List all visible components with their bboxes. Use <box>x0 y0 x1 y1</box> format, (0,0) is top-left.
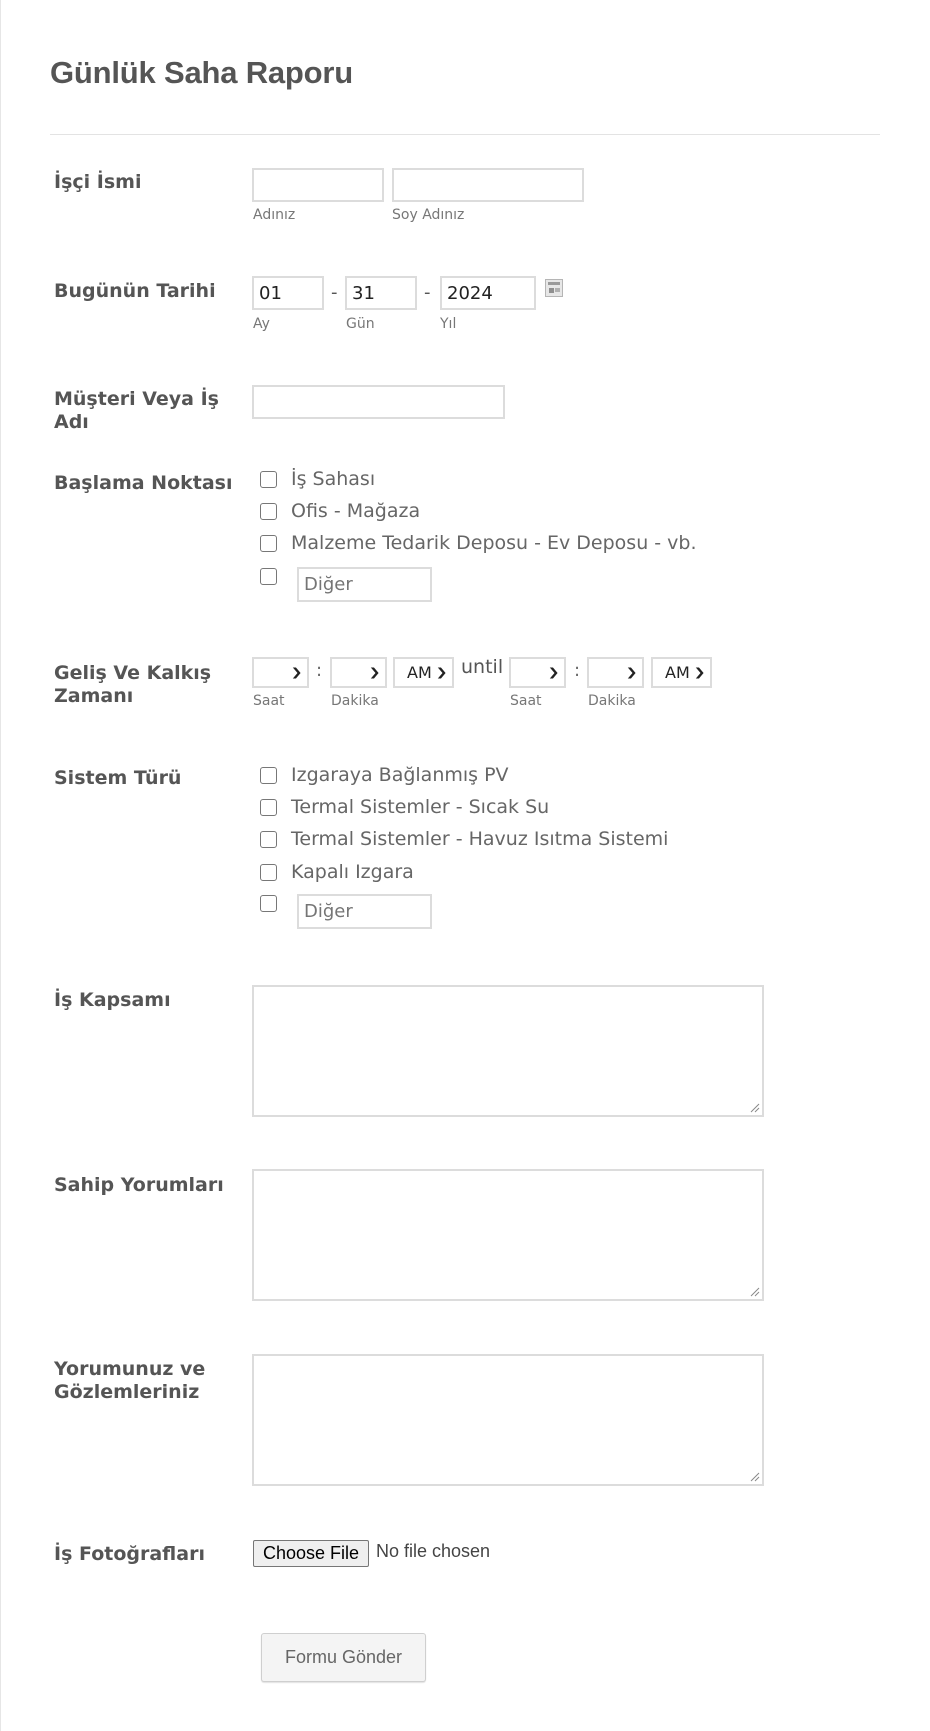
date-separator: - <box>331 282 338 303</box>
scope-textarea[interactable] <box>252 985 764 1117</box>
checkbox[interactable] <box>260 767 277 784</box>
start-point-label: Başlama Noktası <box>54 472 233 494</box>
start-other-input[interactable] <box>297 567 432 602</box>
start-hour-sublabel: Saat <box>253 693 285 709</box>
day-sublabel: Gün <box>346 316 375 332</box>
photos-label: İş Fotoğrafları <box>54 1543 205 1565</box>
worker-name-label: İşçi İsmi <box>54 171 142 193</box>
option-label: Termal Sistemler - Sıcak Su <box>291 796 550 818</box>
chevron-down-icon: ❯ <box>693 666 706 679</box>
end-minute-sublabel: Dakika <box>588 693 636 709</box>
start-minute-sublabel: Dakika <box>331 693 379 709</box>
customer-input[interactable] <box>252 385 505 419</box>
last-name-input[interactable] <box>392 168 584 202</box>
chevron-down-icon: ❯ <box>368 666 381 679</box>
start-other-checkbox[interactable] <box>260 568 277 585</box>
month-sublabel: Ay <box>253 316 270 332</box>
system-option-thermal-pool[interactable] <box>260 826 668 852</box>
first-name-input[interactable] <box>252 168 384 202</box>
start-minute-select[interactable] <box>330 657 387 688</box>
option-label: Termal Sistemler - Havuz Isıtma Sistemi <box>291 828 669 850</box>
start-hour-select[interactable] <box>252 657 309 688</box>
checkbox[interactable] <box>260 471 277 488</box>
page-title: Günlük Saha Raporu <box>50 55 353 90</box>
system-other-checkbox[interactable] <box>260 895 277 912</box>
scope-label: İş Kapsamı <box>54 989 171 1011</box>
system-option-thermal-hot-water[interactable] <box>260 794 549 820</box>
month-input[interactable] <box>252 276 324 310</box>
system-type-label: Sistem Türü <box>54 767 182 789</box>
checkbox[interactable] <box>260 503 277 520</box>
last-name-sublabel: Soy Adınız <box>392 207 465 223</box>
system-option-off-grid[interactable] <box>260 859 414 885</box>
system-option-grid-pv[interactable] <box>260 762 509 788</box>
submit-button[interactable]: Formu Gönder <box>261 1633 426 1682</box>
calendar-icon[interactable] <box>545 279 563 297</box>
date-label: Bugünün Tarihi <box>54 280 216 302</box>
times-label: Geliş Ve Kalkış Zamanı <box>54 662 212 707</box>
title-divider <box>50 134 880 135</box>
option-label: İş Sahası <box>291 468 376 490</box>
until-text: until <box>461 656 504 678</box>
chevron-down-icon: ❯ <box>625 666 638 679</box>
end-ampm-select[interactable]: AM ❯ <box>651 657 712 688</box>
owner-comments-label: Sahip Yorumları <box>54 1174 224 1196</box>
resize-grip-icon[interactable] <box>750 1103 760 1113</box>
choose-file-button[interactable]: Choose File <box>253 1540 369 1567</box>
start-option-malzeme-deposu[interactable] <box>260 530 697 556</box>
end-hour-select[interactable] <box>509 657 566 688</box>
year-input[interactable] <box>440 276 536 310</box>
customer-label: Müşteri Veya İş Adı <box>54 388 219 433</box>
checkbox[interactable] <box>260 799 277 816</box>
start-option-is-sahasi[interactable] <box>260 466 375 492</box>
option-label: Malzeme Tedarik Deposu - Ev Deposu - vb. <box>291 532 697 554</box>
time-colon: : <box>574 660 581 681</box>
checkbox[interactable] <box>260 535 277 552</box>
owner-comments-textarea[interactable] <box>252 1169 764 1301</box>
checkbox[interactable] <box>260 864 277 881</box>
checkbox[interactable] <box>260 831 277 848</box>
year-sublabel: Yıl <box>440 316 457 332</box>
file-status-text: No file chosen <box>376 1541 491 1561</box>
chevron-down-icon: ❯ <box>435 666 448 679</box>
chevron-down-icon: ❯ <box>547 666 560 679</box>
date-separator: - <box>424 282 431 303</box>
option-label: Ofis - Mağaza <box>291 500 421 522</box>
your-comments-textarea[interactable] <box>252 1354 764 1486</box>
option-label: Kapalı Izgara <box>291 861 414 883</box>
your-comments-label: Yorumunuz ve Gözlemleriniz <box>54 1358 206 1403</box>
chevron-down-icon: ❯ <box>290 666 303 679</box>
time-colon: : <box>316 660 323 681</box>
system-other-input[interactable] <box>297 894 432 929</box>
resize-grip-icon[interactable] <box>750 1287 760 1297</box>
first-name-sublabel: Adınız <box>253 207 296 223</box>
end-minute-select[interactable] <box>587 657 644 688</box>
start-ampm-select[interactable]: AM ❯ <box>393 657 454 688</box>
option-label: Izgaraya Bağlanmış PV <box>291 764 509 786</box>
resize-grip-icon[interactable] <box>750 1472 760 1482</box>
day-input[interactable] <box>345 276 417 310</box>
start-option-ofis-magaza[interactable] <box>260 498 420 524</box>
end-hour-sublabel: Saat <box>510 693 542 709</box>
